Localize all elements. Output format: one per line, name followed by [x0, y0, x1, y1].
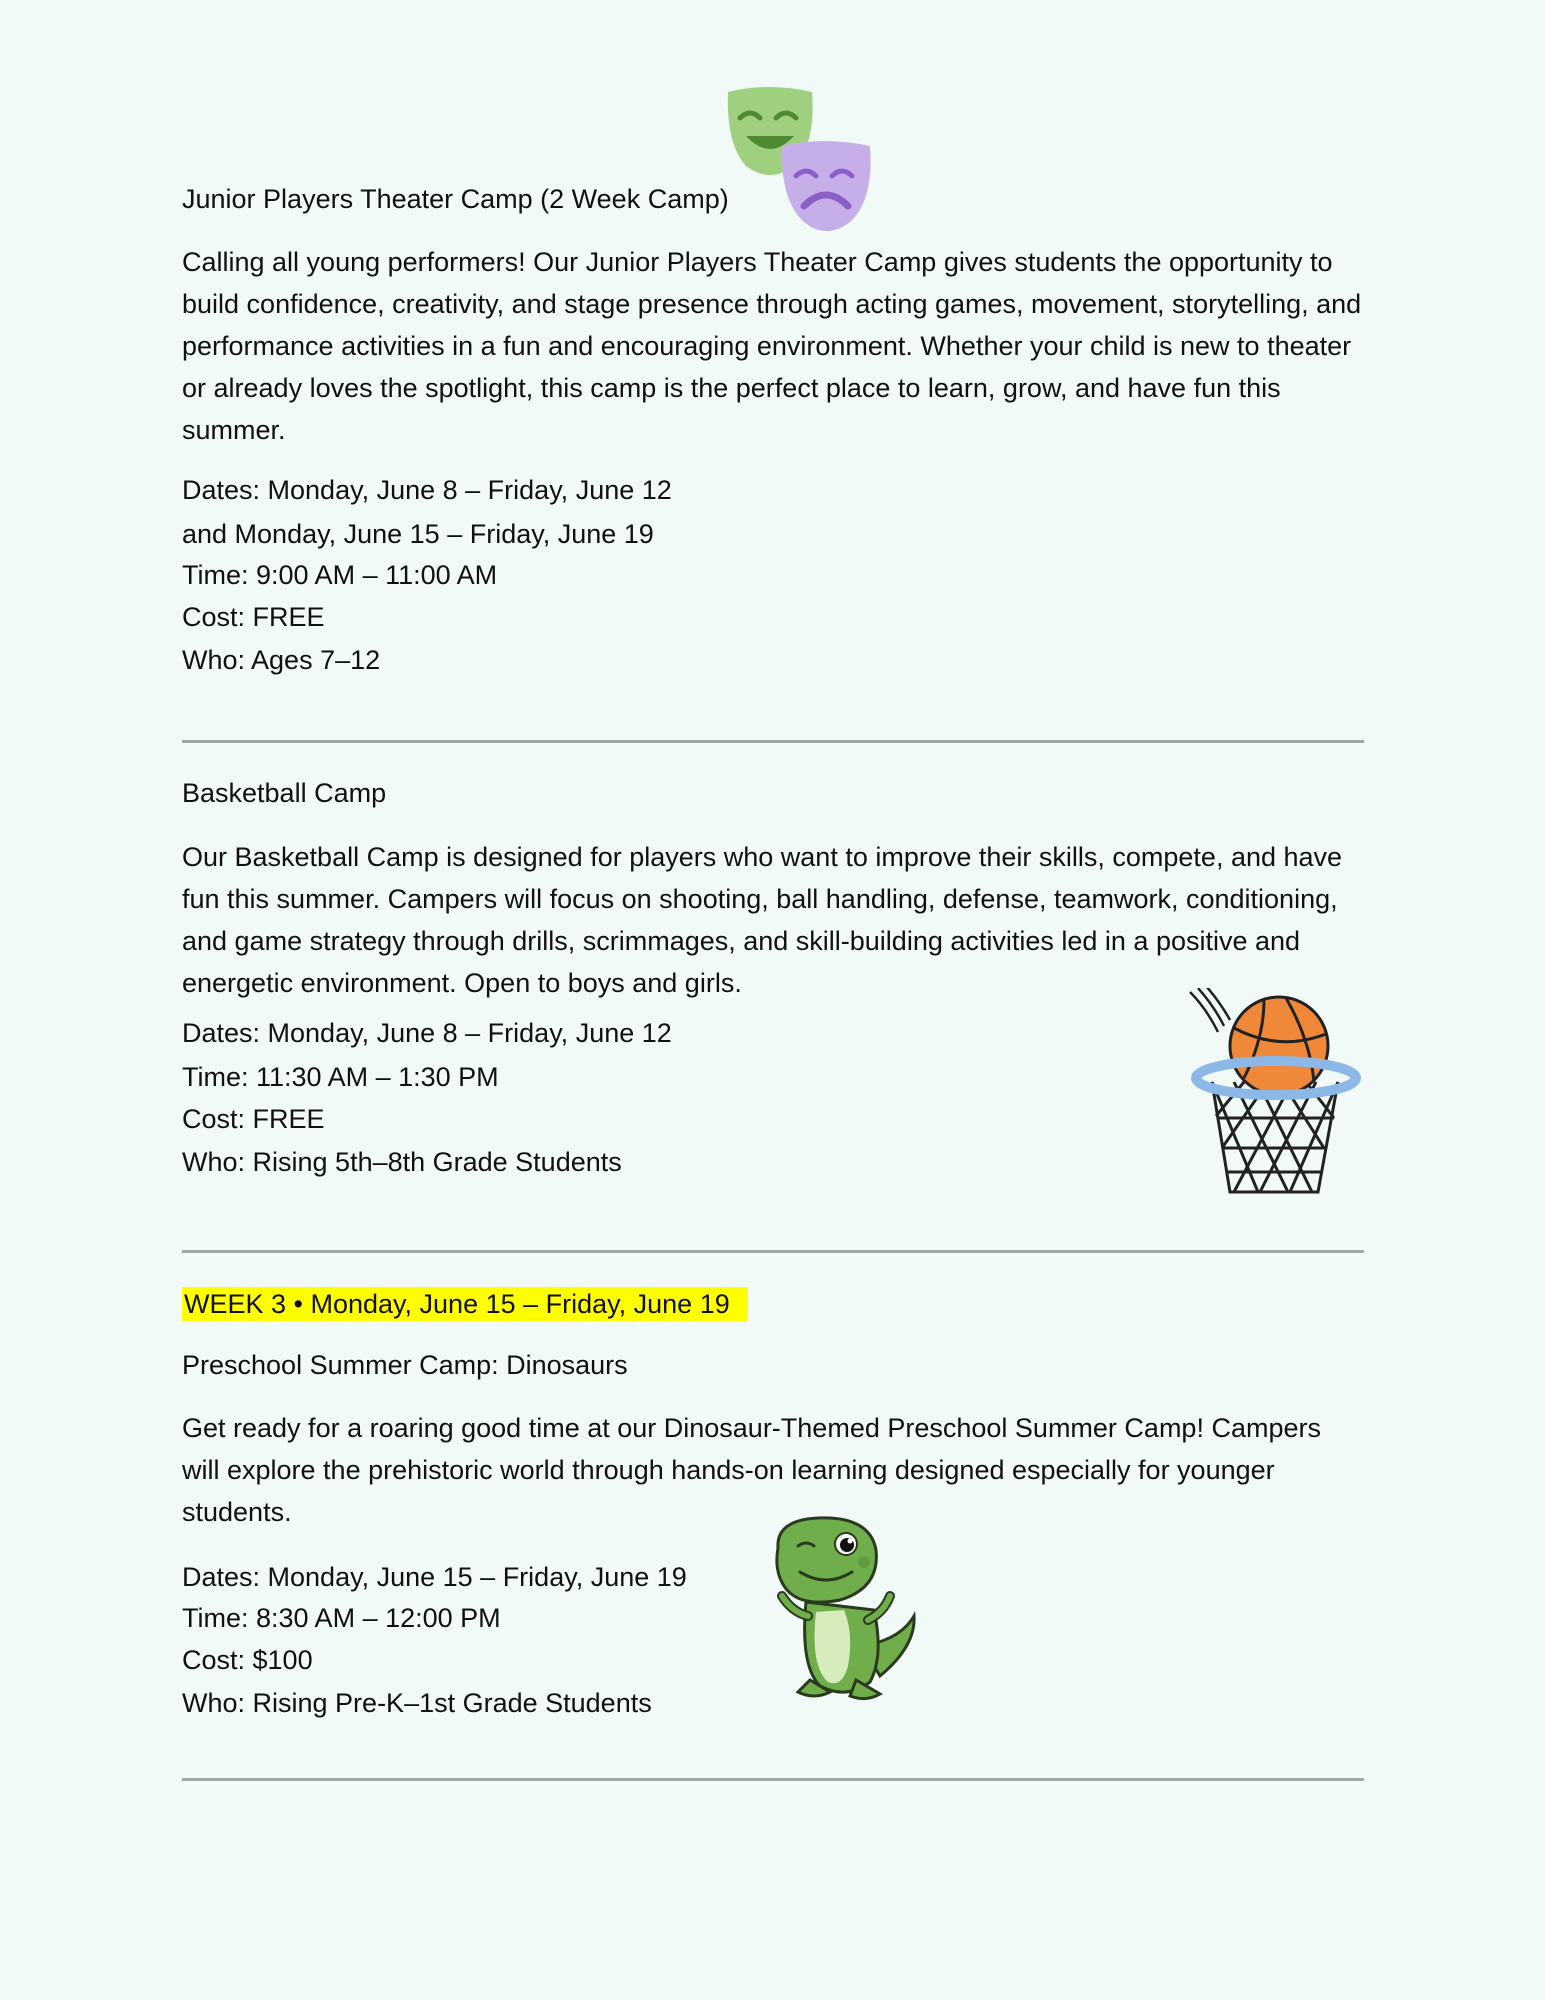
theater-camp-who: Who: Ages 7–12 [182, 645, 381, 675]
theater-camp-title: Junior Players Theater Camp (2 Week Camp) [182, 184, 729, 214]
theater-masks-icon [724, 84, 874, 234]
preschool-camp-time: Time: 8:30 AM – 12:00 PM [182, 1603, 501, 1633]
theater-camp-dates-second: and Monday, June 15 – Friday, June 19 [182, 519, 654, 549]
basketball-camp-description: Our Basketball Camp is designed for players who want to improve their skills, compete, and have fun this summer. Campers will focus on shooting, ball handling, defense, teamwork, conditioning, and game strategy through drills, scrimmages, and skill-building activities led in a positive and energetic environment. Open to boys and girls. [182, 842, 1343, 998]
preschool-camp-cost: Cost: $100 [182, 1645, 313, 1675]
theater-camp-dates: Dates: Monday, June 8 – Friday, June 12 [182, 475, 672, 505]
basketball-camp-cost: Cost: FREE [182, 1104, 325, 1134]
preschool-camp-dates: Dates: Monday, June 15 – Friday, June 19 [182, 1562, 687, 1592]
theater-camp-time: Time: 9:00 AM – 11:00 AM [182, 560, 498, 590]
basketball-camp-who: Who: Rising 5th–8th Grade Students [182, 1147, 622, 1177]
dinosaur-icon [770, 1516, 920, 1704]
theater-camp-description: Calling all young performers! Our Junior Players Theater Camp gives students the opportunity to build confidence, creativity, and stage presence through acting games, movement, storytelling, and performance activities in a fun and encouraging environment. Whether your child is new to theater or already loves the spotlight, this camp is the perfect place to learn, grow, and have fun this summer. [182, 247, 1362, 445]
basketball-camp-title: Basketball Camp [182, 778, 387, 808]
basketball-camp-dates: Dates: Monday, June 8 – Friday, June 12 [182, 1018, 672, 1048]
basketball-camp-time: Time: 11:30 AM – 1:30 PM [182, 1062, 499, 1092]
section-divider [182, 740, 1364, 743]
preschool-camp-who: Who: Rising Pre-K–1st Grade Students [182, 1688, 652, 1718]
theater-camp-cost: Cost: FREE [182, 602, 325, 632]
section-divider [182, 1778, 1364, 1781]
basketball-hoop-icon [1188, 988, 1364, 1194]
week-3-banner: WEEK 3 • Monday, June 15 – Friday, June 19 [182, 1287, 748, 1321]
section-divider [182, 1250, 1364, 1253]
preschool-camp-description: Get ready for a roaring good time at our Dinosaur-Themed Preschool Summer Camp! Campers will explore the prehistoric world through hands-on learning designed especially for younger students. [182, 1413, 1321, 1527]
preschool-camp-title: Preschool Summer Camp: Dinosaurs [182, 1350, 628, 1380]
